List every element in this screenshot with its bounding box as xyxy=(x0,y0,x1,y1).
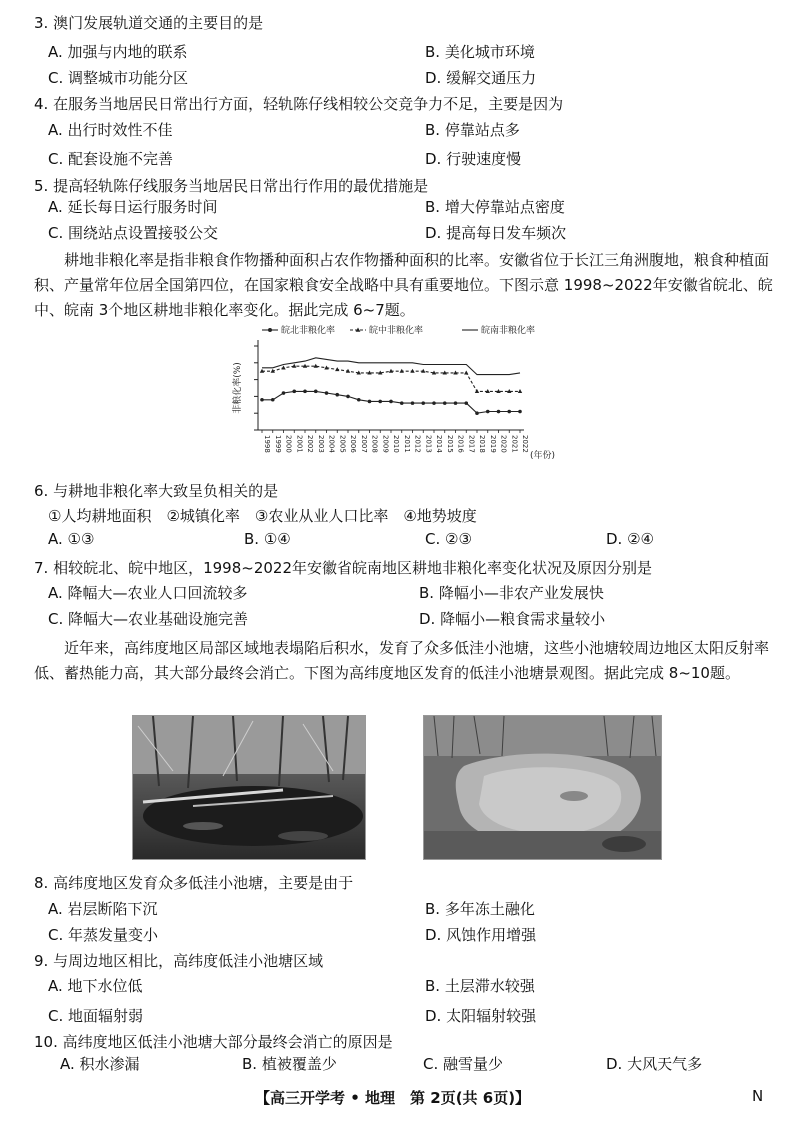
y-axis-label: 非粮化率(%) xyxy=(233,362,243,414)
data-point xyxy=(475,389,479,393)
q6-items: ①人均耕地面积 ②城镇化率 ③农业从业人口比率 ④地势坡度 xyxy=(48,507,477,525)
data-point xyxy=(518,389,522,393)
data-point xyxy=(357,398,361,402)
x-tick-label: 2002 xyxy=(306,435,314,453)
x-axis-label: (年份) xyxy=(530,451,556,461)
q10-option-c: C. 融雪量少 xyxy=(423,1055,504,1073)
pond-photo-right xyxy=(423,715,662,860)
data-point xyxy=(282,391,286,395)
x-tick-label: 2015 xyxy=(445,435,454,453)
x-tick-label: 2004 xyxy=(327,435,336,453)
x-tick-label: 2022 xyxy=(521,435,529,453)
q8-option-d: D. 风蚀作用增强 xyxy=(425,926,537,944)
q7-option-a: A. 降幅大—农业人口回流较多 xyxy=(48,584,248,602)
q8-stem: 8. 高纬度地区发育众多低洼小池塘，主要是由于 xyxy=(34,874,354,892)
q5-option-a: A. 延长每日运行服务时间 xyxy=(48,198,218,216)
x-tick-label: 2008 xyxy=(370,435,379,453)
q10-stem: 10. 高纬度地区低洼小池塘大部分最终会消亡的原因是 xyxy=(34,1033,393,1051)
q6-option-c: C. ②③ xyxy=(425,530,472,548)
data-point xyxy=(411,401,415,405)
data-point xyxy=(260,398,264,402)
nongrain-rate-line-chart xyxy=(232,322,564,470)
x-tick-label: 2007 xyxy=(359,435,368,453)
q3-option-b: B. 美化城市环境 xyxy=(425,43,535,61)
x-tick-label: 2014 xyxy=(435,435,443,453)
data-point xyxy=(335,393,339,397)
q6-option-d: D. ②④ xyxy=(606,530,654,548)
data-point xyxy=(324,365,328,369)
q9-option-b: B. 土层滞水较强 xyxy=(425,977,535,995)
data-point xyxy=(346,395,350,399)
q4-option-d: D. 行驶速度慢 xyxy=(425,150,522,168)
data-point xyxy=(314,390,318,394)
q3-option-c: C. 调整城市功能分区 xyxy=(48,69,189,87)
x-tick-label: 2005 xyxy=(338,435,347,453)
passage-pond: 近年来，高纬度地区局部区域地表塌陷后积水，发育了众多低洼小池塘，这些小池塘较周边地区太阳反射率低、蓄热能力高，其大部分最终会消亡。下图为高纬度地区发育的低洼小池塘景观图。据此完成 8~10题。 xyxy=(34,639,770,682)
q7-option-d: D. 降幅小—粮食需求量较小 xyxy=(419,610,606,628)
legend-label: 皖北非粮化率 xyxy=(281,326,336,336)
x-tick-label: 2017 xyxy=(467,435,476,453)
x-tick-label: 2001 xyxy=(295,435,304,453)
data-point xyxy=(292,390,296,394)
x-tick-label: 1998 xyxy=(263,435,271,453)
data-point xyxy=(292,364,296,368)
q6-option-a: A. ①③ xyxy=(48,530,95,548)
q5-option-c: C. 围绕站点设置接驳公交 xyxy=(48,224,219,242)
data-point xyxy=(518,410,522,414)
q10-option-a: A. 积水渗漏 xyxy=(60,1055,140,1073)
x-tick-label: 2009 xyxy=(381,435,390,453)
data-point xyxy=(443,401,447,405)
data-point xyxy=(421,401,425,405)
q4-option-c: C. 配套设施不完善 xyxy=(48,150,174,168)
q6-option-b: B. ①④ xyxy=(244,530,291,548)
q9-option-a: A. 地下水位低 xyxy=(48,977,143,995)
x-tick-label: 2018 xyxy=(478,435,486,453)
data-point xyxy=(335,367,339,371)
footer-mark: N xyxy=(752,1087,764,1105)
data-point xyxy=(281,365,285,369)
data-point xyxy=(464,401,468,405)
q8-option-b: B. 多年冻土融化 xyxy=(425,900,535,918)
q9-stem: 9. 与周边地区相比，高纬度低洼小池塘区域 xyxy=(34,952,324,970)
q5-option-d: D. 提高每日发车频次 xyxy=(425,224,567,242)
data-point xyxy=(454,401,458,405)
x-tick-label: 1999 xyxy=(273,435,282,453)
data-point xyxy=(464,370,468,374)
q3-option-d: D. 缓解交通压力 xyxy=(425,69,537,87)
q9-option-d: D. 太阳辐射较强 xyxy=(425,1007,537,1025)
q8-option-a: A. 岩层断陷下沉 xyxy=(48,900,158,918)
x-tick-label: 2006 xyxy=(349,435,357,453)
data-point xyxy=(303,390,307,394)
data-point xyxy=(432,401,436,405)
legend-label: 皖南非粮化率 xyxy=(481,326,536,336)
x-tick-label: 2012 xyxy=(413,435,422,453)
data-point xyxy=(325,391,329,395)
q5-stem: 5. 提高轻轨陈仔线服务当地居民日常出行作用的最优措施是 xyxy=(34,177,429,195)
data-point xyxy=(389,400,393,404)
x-tick-label: 2016 xyxy=(456,435,465,453)
pond-photo-left xyxy=(132,715,366,860)
q4-option-b: B. 停靠站点多 xyxy=(425,121,520,139)
x-tick-label: 2013 xyxy=(424,435,433,453)
data-point xyxy=(497,410,501,414)
q5-option-b: B. 增大停靠站点密度 xyxy=(425,198,565,216)
data-point xyxy=(507,410,511,414)
q4-stem: 4. 在服务当地居民日常出行方面，轻轨陈仔线相较公交竞争力不足，主要是因为 xyxy=(34,95,564,113)
x-tick-label: 2010 xyxy=(392,435,400,453)
q3-option-a: A. 加强与内地的联系 xyxy=(48,43,188,61)
q10-option-d: D. 大风天气多 xyxy=(606,1055,703,1073)
x-tick-label: 2003 xyxy=(316,435,325,453)
data-point xyxy=(378,400,382,404)
q7-stem: 7. 相较皖北、皖中地区，1998~2022年安徽省皖南地区耕地非粮化率变化状况及原因分别是 xyxy=(34,559,652,577)
q3-stem: 3. 澳门发展轨道交通的主要目的是 xyxy=(34,14,264,32)
q7-option-b: B. 降幅小—非农产业发展快 xyxy=(419,584,604,602)
q4-option-a: A. 出行时效性不佳 xyxy=(48,121,173,139)
data-point xyxy=(486,410,490,414)
legend-label: 皖中非粮化率 xyxy=(369,326,424,336)
q10-option-b: B. 植被覆盖少 xyxy=(242,1055,337,1073)
q8-option-c: C. 年蒸发量变小 xyxy=(48,926,159,944)
data-point xyxy=(368,400,372,404)
q6-stem: 6. 与耕地非粮化率大致呈负相关的是 xyxy=(34,482,279,500)
x-tick-label: 2019 xyxy=(488,435,497,453)
legend-marker xyxy=(268,328,272,332)
x-tick-label: 2011 xyxy=(402,435,411,453)
passage-cropland-nongrain: 耕地非粮化率是指非粮食作物播种面积占农作物播种面积的比率。安徽省位于长江三角洲腹地，粮食种植面积、产量常年位居全国第四位，在国家粮食安全战略中具有重要地位。下图示意 1998~2022年安徽省皖北、皖中、皖南 3个地区耕地非粮化率变化。据此完成 6~7题。 xyxy=(34,251,773,319)
q7-option-c: C. 降幅大—农业基础设施完善 xyxy=(48,610,249,628)
x-tick-label: 2000 xyxy=(284,435,293,453)
x-tick-label: 2021 xyxy=(510,435,519,453)
q9-option-c: C. 地面辐射弱 xyxy=(48,1007,144,1025)
data-point xyxy=(271,398,275,402)
x-tick-label: 2020 xyxy=(499,435,508,453)
data-point xyxy=(475,411,479,415)
data-point xyxy=(400,401,404,405)
page-footer: 【高三开学考 • 地理 第 2页(共 6页)】 xyxy=(255,1089,531,1107)
